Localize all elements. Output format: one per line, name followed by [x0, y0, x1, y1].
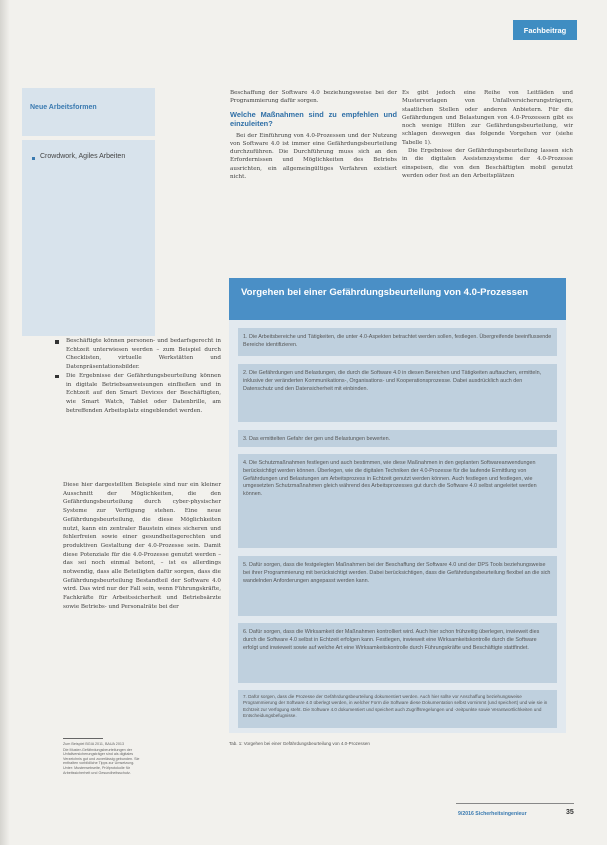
list-item: [55, 372, 221, 416]
article-column-middle: [230, 89, 397, 181]
paragraph: Es gibt jedoch eine Reihe von Leitfäden und Mustervorlagen von Unfallversicherungsträgern, staatlichen Stellen oder anderen Anbietern. Für die Gefährdungen und Belastungen von 4.0-Prozessen gibt es noch wenige Hilfen zur Gefährdungsbeurteilung, wir schlagen deswegen das folgende Vorgehen vor (siehe Tabelle 1).: [402, 90, 573, 146]
journal-name: 9/2016 Sicherheitsingenieur: [458, 811, 527, 817]
paragraph: Die Ergebnisse der Gefährdungsbeurteilung lassen sich in die digitalen Assistenzsysteme der 4.0-Prozesse einspeisen, die von den Beschäftigten mobil genutzt werden oder fest an den Arbeitsplätzen: [402, 148, 573, 179]
section-tab: Fachbeitrag: [513, 20, 577, 40]
list-item-text: Die Ergebnisse der Gefährdungsbeurteilung können in digitale Betriebsanweisungen einfließen und in Echtzeit auf den Smart Devices der Beschäftigten, wie Smart Watch, Tablet oder Datenbrille, am betreffenden Arbeitsplatz eingeblendet werden.: [66, 372, 221, 414]
step-4: 4. Die Schutzmaßnahmen festlegen und auch bestimmen, wie diese Maßnahmen in den geplanten Softwareanwendungen berücksichtigt werden können. Überlegen, wie die digitalen Techniken der 4.0-Prozesse für die laufende Ermittlung von Gefährdungen und Belastungen am Arbeitsprozess in Echtzeit genutzt werden können. Auch festlegen und festlegen, wie umgesetzten Schutzmaßnahmen gleich während des Arbeitsprozesses gut durch die Software 4.0 selbst angeleitet werden können.: [238, 454, 557, 548]
bullet-square-icon: [55, 375, 59, 379]
bullet-list: [55, 337, 221, 415]
step-5: 5. Dafür sorgen, dass die festgelegten Maßnahmen bei der Beschaffung der Software 4.0 und der DPS Tools beziehungsweise bei ihrer Programmierung mit berücksichtigt werden. Dabei berücksichtigen, dass die Gefährdungsbeurteilung flexibel an die sich wandelnden Anforderungen angepasst werden kann.: [238, 556, 557, 616]
list-item: [55, 337, 221, 372]
sidebar-title-panel: [22, 88, 155, 136]
step-2: 2. Die Gefährdungen und Belastungen, die durch die Software 4.0 in diesen Bereichen und Tätigkeiten auftauchen, ermitteln, inklusive der veränderten Kommunikations-, Organisations- und Kooperationsprozesse. Dabei ausdrücklich auch den Datenschutz und den Datensicherheit mit einbinden.: [238, 364, 557, 422]
footnotes: [63, 742, 143, 776]
footer-rule: [456, 803, 574, 804]
bullet-square-icon: [32, 157, 35, 160]
step-1: 1. Die Arbeitsbereiche und Tätigkeiten, die unter 4.0-Aspekten betrachtet werden sollen, festlegen. Übergreifende beeinflussende Bereiche identifizieren.: [238, 328, 557, 356]
step-6: 6. Dafür sorgen, dass die Wirksamkeit der Maßnahmen kontrolliert wird. Auch hier schon frühzeitig überlegen, inwieweit dies durch die Software 4.0 selbst in Echtzeit erfolgen kann. Festlegen, inwieweit eine Wirksamkeitskontrolle durch die Software erfolgt und inwieweit sowie auf welche Art eine Wirksamkeitskontrolle durch Führungskräfte und Beschäftigte stattfindet.: [238, 623, 557, 683]
sidebar-list-panel: [22, 140, 155, 336]
step-3: 3. Das ermittelten Gefahr der gen und Belastungen bewerten.: [238, 430, 557, 447]
list-item-text: Beschäftigte können personen- und bedarfsgerecht in Echtzeit unterwiesen werden – zum Beispiel durch Checklisten, virtuelle Werkstätten und Datenpräsentationsbilder.: [66, 338, 221, 371]
paragraph: Bei der Einführung von 4.0-Prozessen und der Nutzung von Software 4.0 ist immer eine Gefährdungsbeurteilung durchzuführen. Die Durchführung muss sich an den Erfordernissen und Möglichkeiten des Betriebs ausrichten, ein allgemeingültiges Verfahren existiert nicht.: [230, 132, 397, 181]
footnote: Zum Beispiel BGIA 2011, BAUA 2013: [63, 742, 125, 746]
article-paragraph-left: [63, 481, 221, 612]
footnote: Die Muster-Gefährdungsbeurteilungen der Unfallversicherungsträger sind als digitales Verzeichnis gut und zuverlässig gebunden. Sie enthalten vorbildliche Tipps zur Umsetzung. Unter: Musterwebseite, Prüfprotokolle für Arbeitssicherheit und Gesundheitsschutz.: [63, 747, 140, 775]
article-column-right: [402, 89, 573, 180]
sidebar-item: Crowdwork, Agiles Arbeiten: [40, 153, 126, 160]
section-heading: Welche Maßnahmen sind zu empfehlen und einzuleiten?: [230, 109, 397, 128]
sidebar-title: Neue Arbeitsformen: [30, 104, 97, 111]
step-7: 7. Dafür sorgen, dass die Prozesse der Gefährdungsbeurteilung dokumentiert werden. Auch hier sollte vor Anschaffung beziehungsweise Programmierung der Software 4.0 überlegt werden, in welcher Form die Software diese Dokumentation selbst vornimmt (und speichert) und wie sie in Echtzeit zur Verfügung steht. Die Software 4.0 dokumentiert und speichert auch Zugriffsregelungen und -zeitpunkte sowie Verantwortlichkeiten und Entscheidungsbefugnisse.: [238, 690, 557, 728]
page-edge-shadow: [0, 0, 10, 845]
bullet-square-icon: [55, 340, 59, 344]
footnote-rule: [63, 738, 103, 739]
paragraph: Beschaffung der Software 4.0 beziehungsweise bei der Programmierung dafür sorgen.: [230, 90, 397, 105]
info-box-header: [229, 278, 566, 320]
paragraph: Diese hier dargestellten Beispiele sind nur ein kleiner Ausschnitt der Möglichkeiten, die den Gefährdungsbeurteilung durch cyber-physischer Systeme zur Verfügung stehen. Eine neue Gefährdungsbeurteilung, die diese Möglichkeiten nutzt, kann ein zentraler Baustein eines sicheren und fehlerfreien sowie einer gesundheitsgerechten und produktiven Gestaltung der 4.0-Prozesse sein. Damit diese Potenziale für die 4.0-Prozesse genutzt werden – das sei noch einmal betont, – ist es allerdings notwendig, dass alle Beteiligten dafür sorgen, dass die Gefährdungsbeurteilung Bestandteil der Software 4.0 wird. Das wird nur der Fall sein, wenn Führungskräfte, Fachkräfte für Arbeitssicherheit und Betriebsärzte sowie Betriebs- und Personalräte bei der: [63, 482, 221, 610]
page-number: 35: [566, 809, 574, 816]
info-box-title: Vorgehen bei einer Gefährdungsbeurteilung von 4.0-Prozessen: [241, 287, 529, 298]
table-caption: Tab. 1: Vorgehen bei einer Gefährdungsbeurteilung von 4.0-Prozessen: [229, 741, 370, 746]
